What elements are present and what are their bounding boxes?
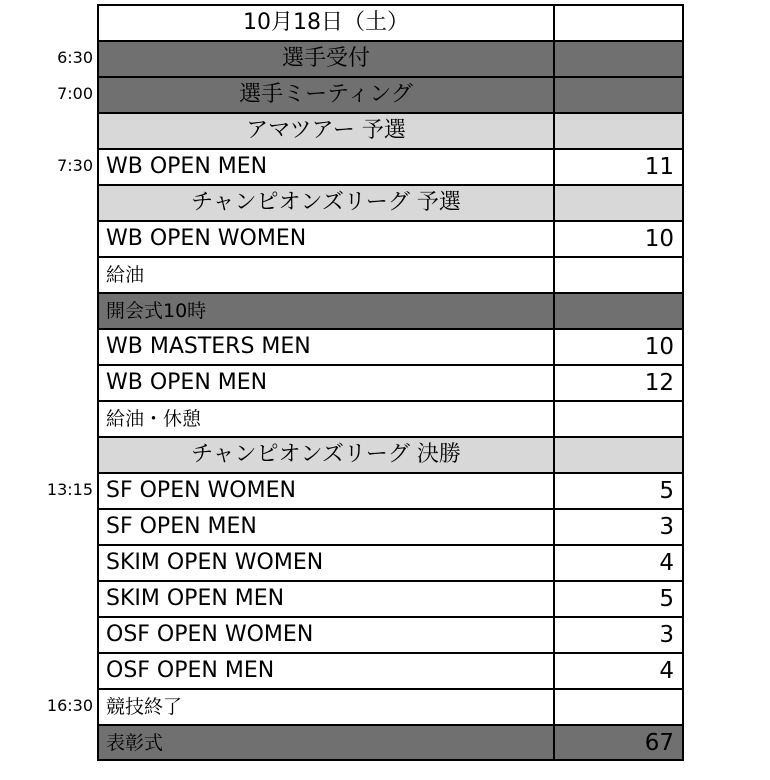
division-label: OSF OPEN MEN [97,652,553,688]
section-title: アマツアー 予選 [97,112,553,148]
total-count: 67 [553,724,684,761]
time-cell [0,580,93,616]
entry-count: 10 [553,328,684,364]
entry-count: 10 [553,220,684,256]
section-title: チャンピオンズリーグ 予選 [97,184,553,220]
division-label: SKIM OPEN MEN [97,580,553,616]
time-cell [0,292,93,328]
division-label: SKIM OPEN WOMEN [97,544,553,580]
division-label: WB MASTERS MEN [97,328,553,364]
time-cell [0,400,93,436]
date-title: 10月18日（土） [97,4,553,40]
time-cell [0,184,93,220]
count-cell [553,688,684,724]
time-cell [0,364,93,400]
division-label: OSF OPEN WOMEN [97,616,553,652]
count-cell [553,292,684,328]
division-label: SF OPEN WOMEN [97,472,553,508]
time-cell [0,652,93,688]
division-label: WB OPEN MEN [97,148,553,184]
division-label: WB OPEN MEN [97,364,553,400]
time-cell [0,220,93,256]
count-cell [553,112,684,148]
time-cell [0,4,93,40]
time-cell: 7:00 [57,84,93,103]
time-cell [0,508,93,544]
end-label: 競技終了 [97,688,553,724]
entry-count: 5 [553,580,684,616]
time-cell: 7:30 [57,156,93,175]
entry-count: 4 [553,652,684,688]
count-cell [553,400,684,436]
count-cell [553,436,684,472]
time-cell [0,436,93,472]
time-cell: 13:15 [46,480,93,499]
time-cell: 16:30 [46,696,93,715]
count-cell [553,40,684,76]
entry-count: 11 [553,148,684,184]
time-cell: 6:30 [57,48,93,67]
section-title: チャンピオンズリーグ 決勝 [97,436,553,472]
entry-count: 3 [553,616,684,652]
time-cell [0,724,93,760]
count-cell [553,4,684,40]
event-label: 選手受付 [97,40,553,76]
count-cell [553,76,684,112]
break-label: 給油 [97,256,553,292]
entry-count: 4 [553,544,684,580]
count-cell [553,184,684,220]
ceremony-label: 開会式10時 [97,292,553,328]
time-cell [0,616,93,652]
time-cell [0,256,93,292]
time-cell [0,544,93,580]
time-cell [0,112,93,148]
division-label: SF OPEN MEN [97,508,553,544]
entry-count: 3 [553,508,684,544]
event-label: 選手ミーティング [97,76,553,112]
break-label: 給油・休憩 [97,400,553,436]
time-cell [0,328,93,364]
count-cell [553,256,684,292]
division-label: WB OPEN WOMEN [97,220,553,256]
entry-count: 5 [553,472,684,508]
awards-label: 表彰式 [97,724,553,761]
entry-count: 12 [553,364,684,400]
